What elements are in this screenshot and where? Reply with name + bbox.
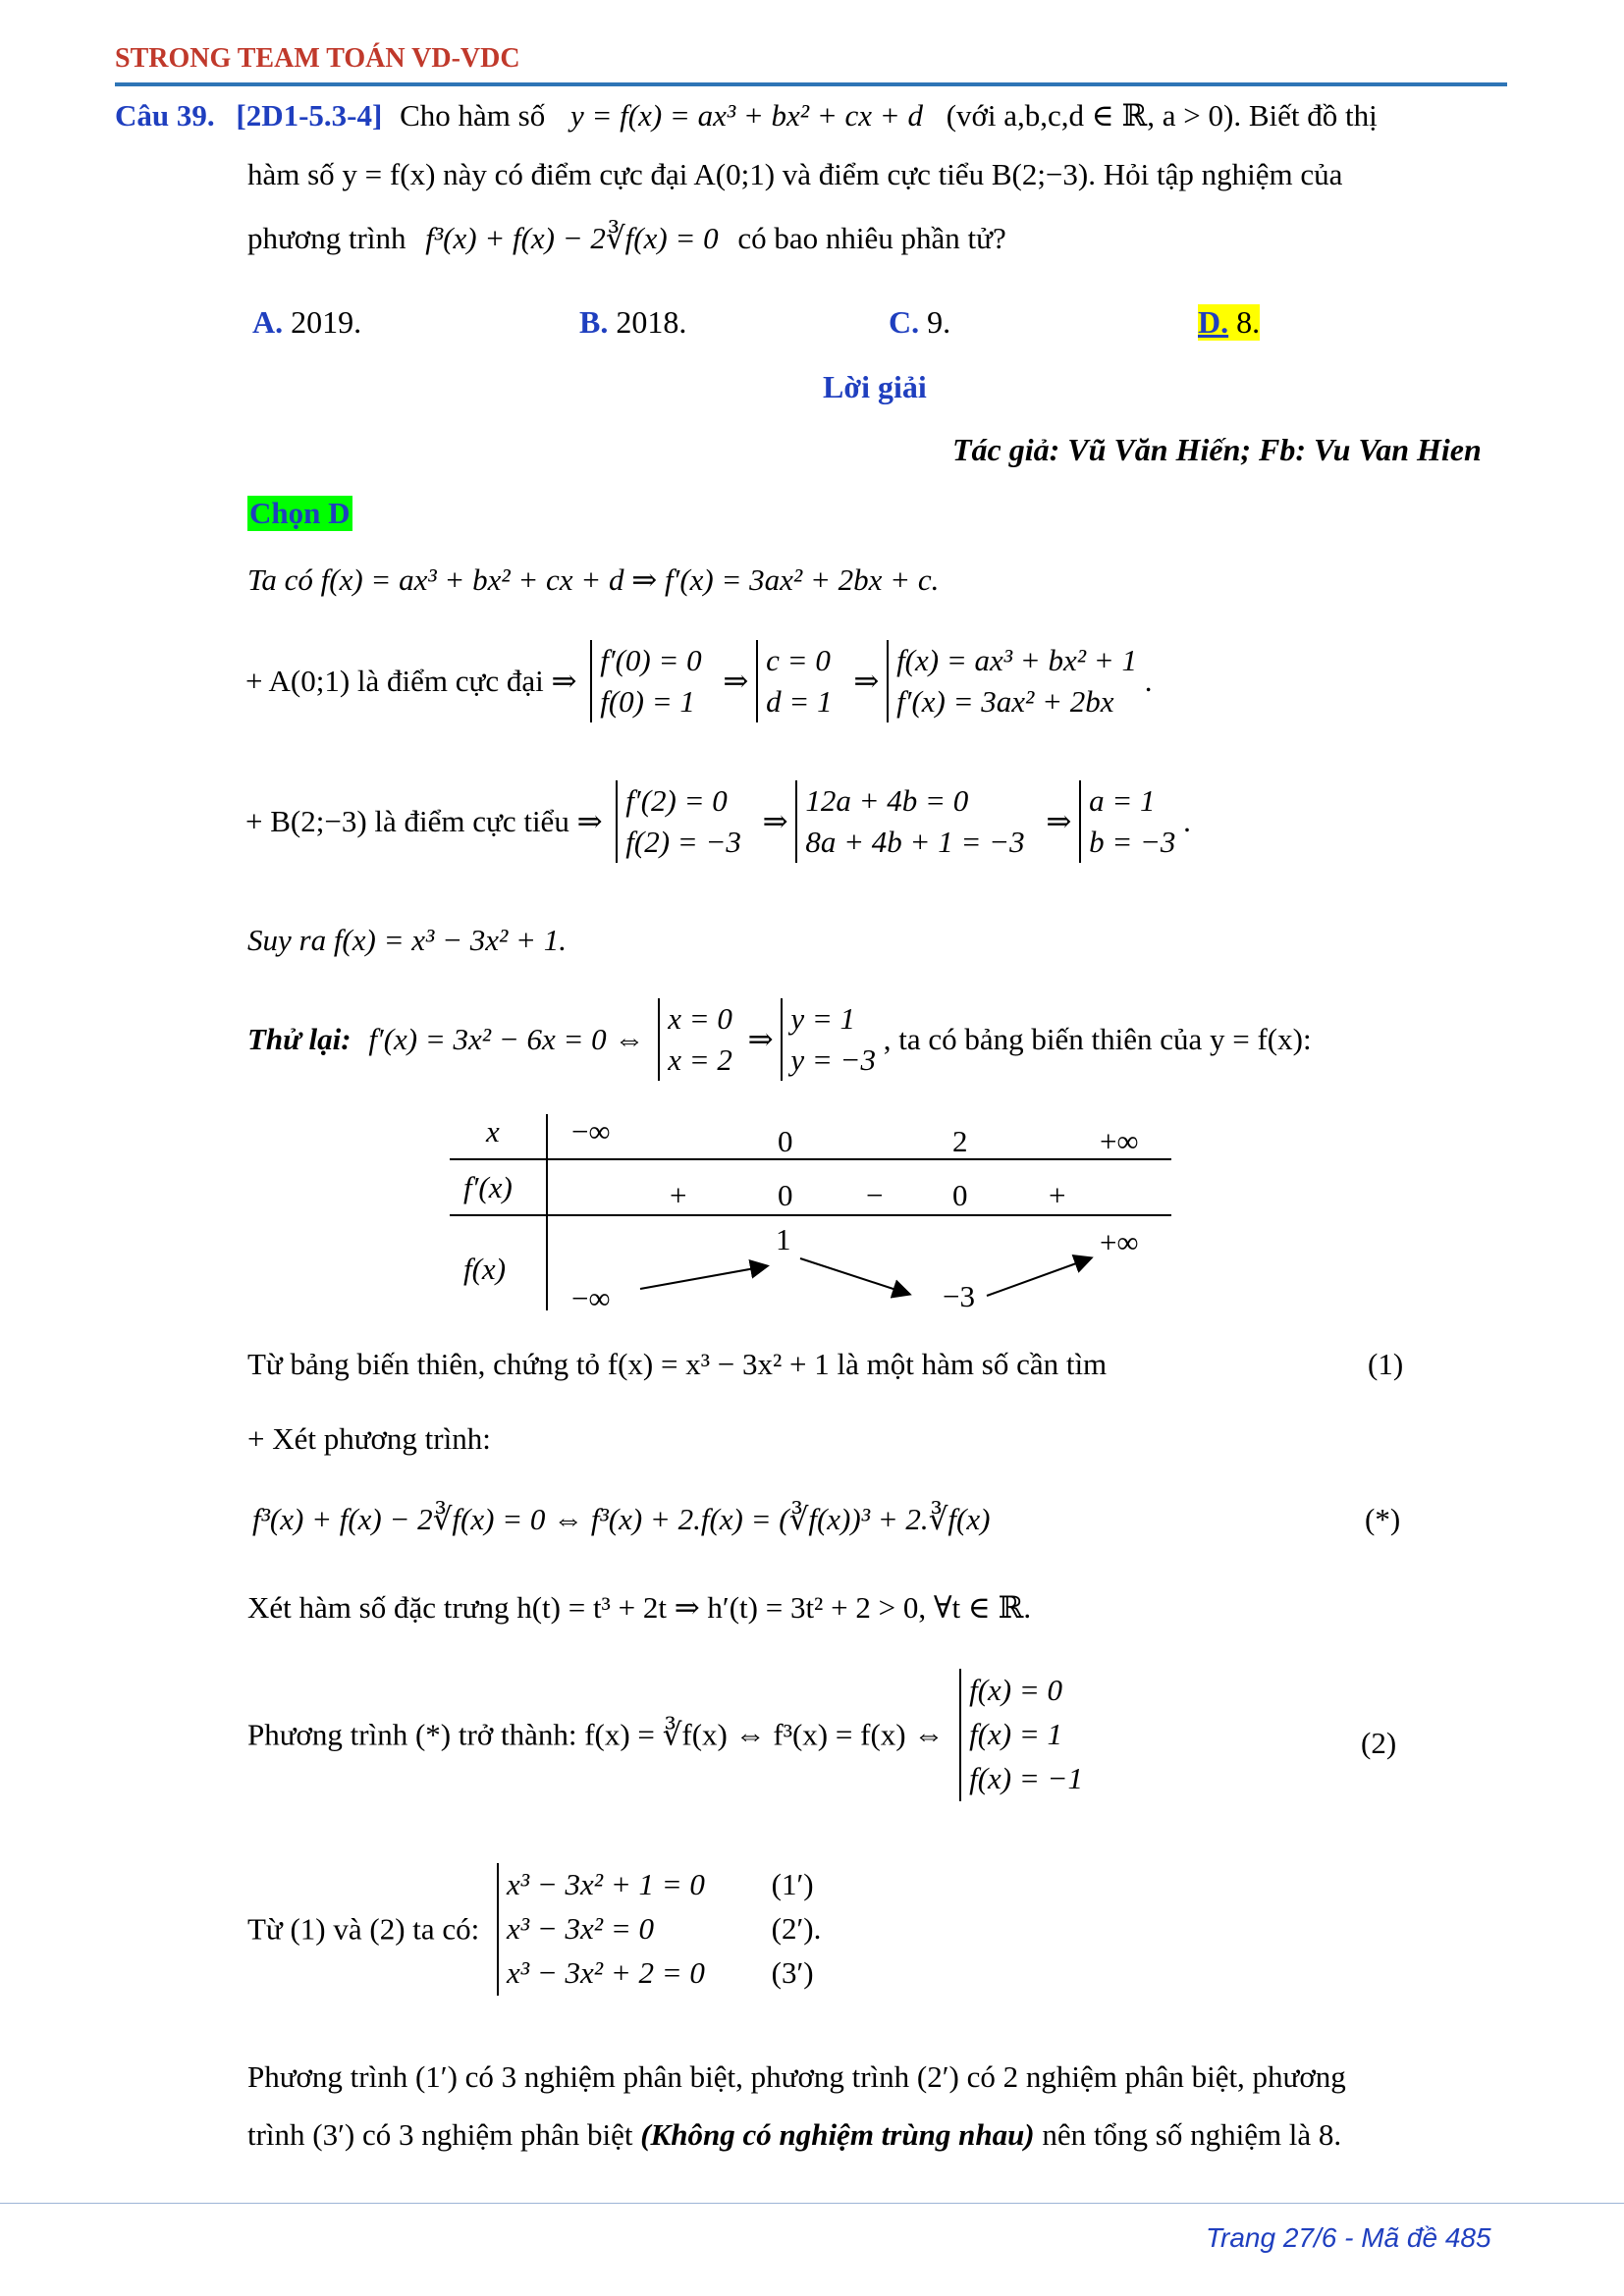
footer-rule: [0, 2203, 1624, 2204]
step-minimum-lead: + B(2;−3) là điểm cực tiểu ⇒: [245, 803, 603, 838]
solution-author: Tác giả: Vũ Văn Hiến; Fb: Vu Van Hien: [952, 432, 1482, 467]
system-min-2-row: 8a + 4b + 1 = −3: [805, 824, 1025, 859]
question-text-1b: (với a,b,c,d ∈ ℝ, a > 0). Biết đồ thị: [946, 98, 1378, 133]
option-d-value: 8.: [1236, 304, 1261, 340]
reduce-bracket-row: f(x) = 0: [969, 1673, 1063, 1707]
footer-page: Trang 27/6 - Mã đề 485: [1206, 2222, 1491, 2253]
table-x-pos-inf: +∞: [1100, 1124, 1139, 1158]
combine-tag: (1′): [771, 1867, 814, 1901]
table-f-min: −3: [943, 1279, 975, 1313]
table-fprime-zero-1: 0: [778, 1178, 793, 1212]
option-b-letter: B.: [579, 304, 609, 340]
question-math-3: f³(x) + f(x) − 2∛f(x) = 0: [425, 221, 719, 255]
table-fprime-plus-2: +: [1049, 1178, 1066, 1212]
combine-tag: (2′).: [771, 1910, 822, 1946]
system-max-2-row: d = 1: [766, 683, 833, 719]
arrow-increase-1-icon: [640, 1266, 766, 1289]
table-x-neg-inf: −∞: [571, 1114, 611, 1148]
system-max-1-row: f(0) = 1: [600, 683, 695, 719]
table-f-max: 1: [776, 1222, 791, 1256]
step-derivative: Ta có f(x) = ax³ + bx² + cx + d ⇒ f′(x) = 3ax² + 2bx + c.: [247, 562, 940, 597]
step-verify: Thử lại: f′(x) = 3x² − 6x = 0 ⇔ x = 0 x = 2 ⇒ y = 1 y = −3 , ta có bảng biến thiên của y = f(x):: [247, 998, 1312, 1081]
table-x-label: x: [486, 1114, 500, 1148]
system-max-3-row: f(x) = ax³ + bx² + 1: [896, 643, 1137, 677]
option-a-letter: A.: [252, 304, 284, 340]
table-fprime-plus-1: +: [670, 1178, 687, 1212]
step-count-line-1: Phương trình (1′) có 3 nghiệm phân biệt, phương trình (2′) có 2 nghiệm phân biệt, phương: [247, 2059, 1346, 2094]
system-max-1-row: f′(0) = 0: [600, 643, 702, 677]
step-combine: [247, 1863, 821, 1996]
reduce-bracket-row: f(x) = 1: [969, 1716, 1063, 1751]
reduce-lead: Phương trình (*) trở thành: f(x) = ∛f(x) ⇔ f³(x) = f(x) ⇔: [247, 1717, 945, 1752]
option-d-letter: D.: [1198, 304, 1229, 340]
count-text-a: trình (3′) có 3 nghiệm phân biệt: [247, 2117, 633, 2152]
system-max-2-row: c = 0: [766, 643, 831, 677]
verify-bracket-1-row: x = 2: [668, 1041, 732, 1077]
system-min-1-row: f(2) = −3: [625, 824, 741, 859]
system-min-2-row: 12a + 4b = 0: [805, 783, 969, 818]
option-a-value: 2019.: [291, 304, 362, 340]
combine-tag: (3′): [771, 1954, 814, 1990]
table-f-pos-inf: +∞: [1100, 1225, 1139, 1259]
verify-tail: , ta có bảng biến thiên của y = f(x):: [883, 1021, 1312, 1056]
step-count-line-2: [247, 2117, 1341, 2153]
question-text-3a: phương trình: [247, 221, 406, 255]
question-tag: [2D1-5.3-4]: [236, 98, 383, 133]
table-fprime-minus: −: [866, 1178, 884, 1212]
question-line-2: hàm số y = f(x) này có điểm cực đại A(0;1) và điểm cực tiểu B(2;−3). Hỏi tập nghiệm của: [247, 157, 1343, 191]
system-min-1-row: f′(2) = 0: [625, 783, 728, 818]
question-math-1: y = f(x) = ax³ + bx² + cx + d: [569, 98, 923, 133]
step-table-conclusion: Từ bảng biến thiên, chứng tỏ f(x) = x³ − 3x² + 1 là một hàm số cần tìm: [247, 1347, 1108, 1381]
verify-math: f′(x) = 3x² − 6x = 0 ⇔: [368, 1021, 645, 1056]
reduce-bracket-row: f(x) = −1: [969, 1760, 1083, 1795]
combine-bracket: [497, 1863, 705, 1996]
step-equation-transform: f³(x) + f(x) − 2∛f(x) = 0 ⇔ f³(x) + 2.f(x) = (∛f(x))³ + 2.∛f(x): [252, 1502, 991, 1536]
combine-lead: Từ (1) và (2) ta có:: [247, 1911, 480, 1947]
step-characteristic-function: Xét hàm số đặc trưng h(t) = t³ + 2t ⇒ h′(t) = 3t² + 2 > 0, ∀t ∈ ℝ.: [247, 1590, 1032, 1625]
step-maximum-lead: + A(0;1) là điểm cực đại ⇒: [245, 663, 577, 698]
arrow-decrease-icon: [800, 1258, 908, 1294]
table-x-2: 2: [952, 1124, 968, 1158]
system-min-3-row: b = −3: [1089, 824, 1176, 859]
verify-bracket-2-row: y = 1: [790, 1001, 856, 1036]
step-consider-equation: + Xét phương trình:: [247, 1421, 491, 1456]
tag-1: (1): [1368, 1347, 1404, 1381]
question-text-3b: có bao nhiêu phần tử?: [737, 221, 1006, 255]
table-x-0: 0: [778, 1124, 793, 1158]
verify-bracket-2-row: y = −3: [790, 1041, 876, 1077]
question-text-1a: Cho hàm số: [400, 98, 546, 133]
option-c-letter: C.: [889, 304, 920, 340]
tag-2: (2): [1361, 1726, 1397, 1760]
verify-bracket-1-row: x = 0: [668, 1001, 732, 1036]
step-maximum: + A(0;1) là điểm cực đại ⇒ f′(0) = 0 f(0) = 1 ⇒ c = 0 d = 1 ⇒ f(x) = ax³ + bx² + 1 f′(x) = 3ax² + 2bx .: [245, 640, 1152, 722]
step-conclude-function: Suy ra f(x) = x³ − 3x² + 1.: [247, 923, 567, 957]
system-min-3-row: a = 1: [1089, 783, 1156, 818]
verify-lead: Thử lại:: [247, 1021, 352, 1056]
tag-star: (*): [1365, 1502, 1401, 1536]
reduce-bracket: [959, 1669, 1083, 1801]
option-c-value: 9.: [927, 304, 951, 340]
step-reduce: [247, 1669, 1083, 1801]
arrow-increase-2-icon: [987, 1258, 1090, 1296]
combine-bracket-row: x³ − 3x² + 2 = 0: [507, 1954, 705, 1990]
step-minimum: + B(2;−3) là điểm cực tiểu ⇒ f′(2) = 0 f(2) = −3 ⇒ 12a + 4b = 0 8a + 4b + 1 = −3 ⇒ a = 1 b = −3 .: [245, 780, 1191, 863]
combine-tags: [772, 1863, 822, 1996]
count-text-b: (Không có nghiệm trùng nhau): [640, 2117, 1035, 2152]
combine-bracket-row: x³ − 3x² + 1 = 0: [507, 1867, 705, 1901]
table-f-neg-inf: −∞: [571, 1281, 611, 1315]
question-number: Câu 39.: [115, 98, 215, 133]
chosen-answer: Chọn D: [249, 496, 351, 530]
page-header-title: STRONG TEAM TOÁN VD-VDC: [115, 43, 520, 74]
count-text-c: nên tổng số nghiệm là 8.: [1042, 2117, 1342, 2152]
table-fprime-label: f′(x): [463, 1170, 513, 1204]
combine-bracket-row: x³ − 3x² = 0: [507, 1910, 654, 1946]
option-b-value: 2018.: [616, 304, 687, 340]
solution-title: Lời giải: [823, 369, 927, 404]
system-max-3-row: f′(x) = 3ax² + 2bx: [896, 683, 1114, 719]
table-fprime-zero-2: 0: [952, 1178, 968, 1212]
table-f-label: f(x): [463, 1252, 507, 1286]
